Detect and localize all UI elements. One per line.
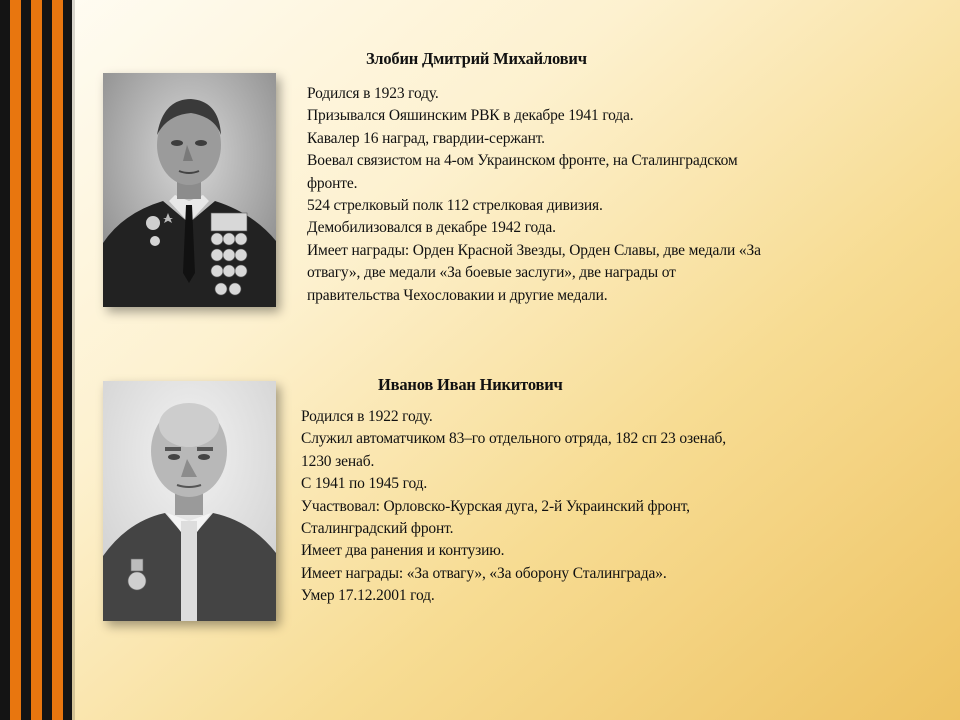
st-george-ribbon bbox=[0, 0, 72, 720]
bio-line: Участвовал: Орловско-Курская дуга, 2-й Украинский фронт, bbox=[301, 497, 690, 515]
bio-line: Родился в 1923 году. bbox=[307, 85, 439, 102]
bio-line: фронте. bbox=[307, 174, 358, 192]
bio-line: 1230 зенаб. bbox=[301, 452, 375, 470]
bio-line: Служил автоматчиком 83–го отдельного отряда, 182 сп 23 озенаб, bbox=[301, 430, 727, 448]
person-bio-ivanov bbox=[301, 406, 726, 608]
bio-line: 524 стрелковый полк 112 стрелковая дивизия. bbox=[307, 197, 603, 215]
portrait-ivanov-image bbox=[103, 381, 276, 621]
portrait-photo-ivanov bbox=[103, 381, 276, 621]
portrait-zlobin-image bbox=[103, 73, 276, 307]
portrait-photo-zlobin bbox=[103, 73, 276, 307]
bio-line: Родился в 1922 году. bbox=[301, 408, 433, 425]
bio-line: правительства Чехословакии и другие медали. bbox=[307, 286, 608, 304]
bio-line: Умер 17.12.2001 год. bbox=[301, 587, 435, 605]
bio-line: Имеет награды: Орден Красной Звезды, Орден Славы, две медали «За bbox=[307, 241, 761, 259]
bio-line: Имеет два ранения и контузию. bbox=[301, 542, 505, 560]
bio-line: Демобилизовался в декабре 1942 года. bbox=[307, 219, 556, 237]
person-bio-zlobin bbox=[307, 83, 761, 307]
bio-line: отвагу», две медали «За боевые заслуги», две награды от bbox=[307, 264, 676, 282]
bio-line: Воевал связистом на 4-ом Украинском фронте, на Сталинградском bbox=[307, 152, 738, 170]
person-name-ivanov: Иванов Иван Никитович bbox=[378, 375, 563, 394]
bio-line: Кавалер 16 наград, гвардии-сержант. bbox=[307, 129, 545, 147]
bio-line: Имеет награды: «За отвагу», «За оборону Сталинграда». bbox=[301, 564, 667, 582]
bio-line: С 1941 по 1945 год. bbox=[301, 475, 428, 493]
person-name-zlobin: Злобин Дмитрий Михайлович bbox=[366, 49, 587, 68]
bio-line: Призывался Ояшинским РВК в декабре 1941 года. bbox=[307, 107, 634, 125]
bio-line: Сталинградский фронт. bbox=[301, 520, 454, 538]
